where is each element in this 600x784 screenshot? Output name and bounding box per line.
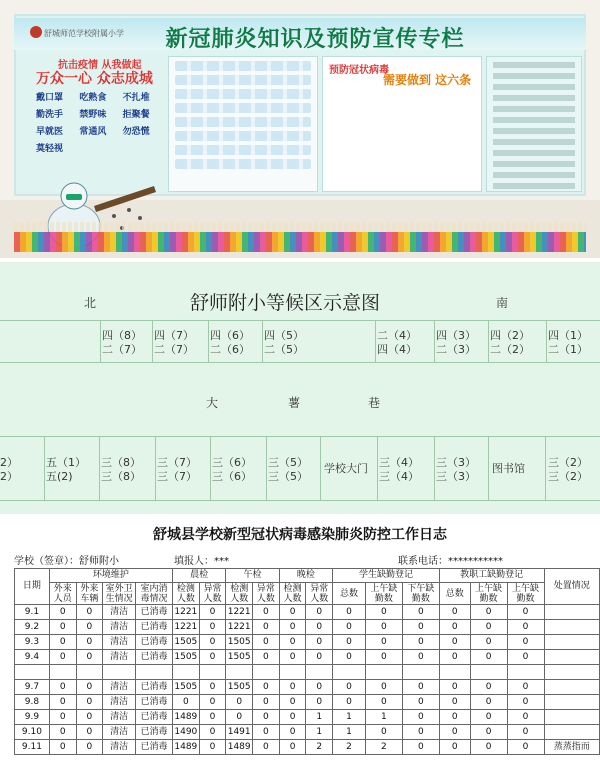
class-cell: 二（4） 四（4） (377, 329, 417, 356)
table-cell: 0 (49, 740, 76, 755)
table-cell: 0 (470, 680, 507, 695)
poster-photo (0, 0, 600, 258)
class-cell: 2） 2） (0, 456, 18, 483)
table-cell: 0 (439, 650, 470, 665)
table-cell: 0 (365, 635, 402, 650)
table-cell: 1221 (173, 620, 200, 635)
table-cell: 0 (226, 695, 253, 710)
table-cell: 0 (439, 605, 470, 620)
table-cell: 清洁 (103, 635, 136, 650)
table-cell (544, 665, 600, 680)
table-cell: 2 (365, 740, 402, 755)
subcol: 下午缺勤数 (402, 583, 439, 605)
table-cell: 0 (439, 740, 470, 755)
subcol: 异常人数 (199, 583, 226, 605)
table-cell: 0 (306, 650, 333, 665)
table-cell: 0 (470, 695, 507, 710)
subcol: 上午缺勤数 (507, 583, 544, 605)
school-gate-label: 学校大门 (324, 462, 368, 475)
table-cell: 1 (333, 725, 366, 740)
table-cell: 0 (333, 635, 366, 650)
street-char: 薯 (288, 396, 301, 410)
poster-prevention-panel (322, 56, 482, 192)
table-row (15, 665, 600, 680)
table-cell: 0 (306, 695, 333, 710)
table-cell: 已消毒 (136, 605, 173, 620)
table-cell (306, 665, 333, 680)
table-row (15, 650, 600, 665)
street-char: 巷 (368, 396, 381, 410)
table-cell: 1505 (173, 635, 200, 650)
subcol: 总数 (333, 583, 366, 605)
table-cell: 0 (470, 650, 507, 665)
table-cell: 0 (49, 620, 76, 635)
table-cell: 0 (279, 620, 306, 635)
poster-tips (36, 90, 166, 154)
table-row (15, 680, 600, 695)
table-cell: 0 (199, 695, 226, 710)
subcol: 外来人员 (49, 583, 76, 605)
table-cell: 9.9 (15, 710, 50, 725)
table-cell: 0 (333, 650, 366, 665)
table-cell: 清洁 (103, 695, 136, 710)
table-cell (544, 605, 600, 620)
table-cell: 0 (365, 680, 402, 695)
subcol: 上午缺勤数 (365, 583, 402, 605)
poster-tip: 早就医 (36, 127, 64, 137)
table-cell (544, 710, 600, 725)
log-subheader-row (15, 583, 600, 605)
table-cell: 0 (507, 740, 544, 755)
table-cell (402, 665, 439, 680)
table-cell: 0 (76, 680, 103, 695)
street-char: 大 (206, 396, 219, 410)
class-cell: 三（2） 三（2） (548, 456, 588, 483)
table-cell: 1 (333, 710, 366, 725)
table-cell: 0 (402, 710, 439, 725)
table-cell: 1489 (173, 710, 200, 725)
table-cell: 0 (365, 620, 402, 635)
table-cell: 1221 (226, 605, 253, 620)
table-cell (279, 665, 306, 680)
table-cell: 清洁 (103, 740, 136, 755)
table-cell: 1490 (173, 725, 200, 740)
table-cell: 1489 (173, 740, 200, 755)
table-cell: 2 (306, 740, 333, 755)
table-cell: 0 (199, 725, 226, 740)
pencil-border (14, 232, 586, 252)
subcol: 异常人数 (306, 583, 333, 605)
table-row (15, 635, 600, 650)
table-cell (136, 665, 173, 680)
table-cell: 0 (253, 725, 280, 740)
table-cell: 0 (439, 620, 470, 635)
table-cell: 0 (253, 680, 280, 695)
table-cell: 清洁 (103, 725, 136, 740)
table-cell: 0 (173, 695, 200, 710)
prevention-subtitle: 需要做到 这六条 (383, 73, 472, 87)
table-cell (544, 650, 600, 665)
poster-tip: 常通风 (79, 127, 107, 137)
class-cell: 三（5） 三（5） (268, 456, 308, 483)
table-cell: 0 (333, 605, 366, 620)
table-cell: 已消毒 (136, 710, 173, 725)
col-student: 学生缺勤登记 (333, 569, 440, 583)
poster-tip: 戴口罩 (36, 93, 64, 103)
table-cell (365, 665, 402, 680)
table-cell: 0 (507, 620, 544, 635)
table-cell: 2 (333, 740, 366, 755)
table-cell: 0 (199, 605, 226, 620)
table-cell: 已消毒 (136, 680, 173, 695)
log-title: 舒城县学校新型冠状病毒感染肺炎防控工作日志 (153, 527, 447, 543)
table-cell: 1489 (226, 740, 253, 755)
table-cell (333, 665, 366, 680)
school-logo-icon (30, 26, 42, 38)
table-cell (15, 665, 50, 680)
table-cell: 0 (199, 620, 226, 635)
subcol: 外来车辆 (76, 583, 103, 605)
library-label: 图书馆 (492, 462, 525, 475)
table-cell: 0 (470, 725, 507, 740)
table-cell: 已消毒 (136, 740, 173, 755)
table-cell: 0 (49, 710, 76, 725)
class-cell: 四（1） 二（1） (548, 329, 588, 356)
class-cell: 四（8） 二（7） (102, 329, 142, 356)
poster-tip: 莫轻视 (36, 144, 64, 154)
table-cell: 0 (507, 635, 544, 650)
poster-title: 新冠肺炎知识及预防宣传专栏 (165, 27, 465, 52)
subcol: 检测人数 (173, 583, 200, 605)
table-cell: 清洁 (103, 620, 136, 635)
class-cell: 四（3） 二（3） (436, 329, 476, 356)
class-cell: 四（2） 二（2） (490, 329, 530, 356)
table-cell: 0 (365, 605, 402, 620)
diagram-title: 舒师附小等候区示意图 (190, 292, 381, 314)
class-cell: 三（3） 三（3） (436, 456, 476, 483)
table-cell: 0 (279, 710, 306, 725)
col-date: 日期 (15, 569, 50, 605)
subcol: 异常人数 (253, 583, 280, 605)
table-cell: 0 (199, 710, 226, 725)
table-cell (226, 665, 253, 680)
table-cell: 0 (439, 680, 470, 695)
table-cell: 0 (199, 680, 226, 695)
table-cell: 1221 (226, 620, 253, 635)
table-cell: 0 (402, 725, 439, 740)
table-cell (49, 665, 76, 680)
table-cell: 0 (253, 635, 280, 650)
table-cell: 9.8 (15, 695, 50, 710)
table-cell: 0 (439, 710, 470, 725)
table-cell: 清洁 (103, 710, 136, 725)
class-cell: 三（8） 三（8） (101, 456, 141, 483)
table-cell: 1505 (226, 650, 253, 665)
table-cell (76, 665, 103, 680)
table-cell: 0 (402, 695, 439, 710)
table-cell: 0 (76, 635, 103, 650)
subcol: 检测人数 (279, 583, 306, 605)
class-cell: 四（7） 二（7） (154, 329, 194, 356)
table-cell: 0 (279, 605, 306, 620)
subcol: 检测人数 (226, 583, 253, 605)
table-cell: 0 (402, 620, 439, 635)
table-cell: 0 (199, 740, 226, 755)
table-cell: 0 (279, 635, 306, 650)
table-cell: 0 (253, 695, 280, 710)
log-header-row (15, 569, 600, 583)
table-cell: 已消毒 (136, 650, 173, 665)
class-cell: 三（4） 三（4） (379, 456, 419, 483)
table-cell: 0 (279, 650, 306, 665)
table-cell: 0 (333, 680, 366, 695)
table-cell: 0 (199, 650, 226, 665)
table-cell (507, 665, 544, 680)
table-cell: 1491 (226, 725, 253, 740)
class-cell: 四（5） 二（5） (264, 329, 304, 356)
table-cell: 0 (49, 725, 76, 740)
subcol: 室外卫生情况 (103, 583, 136, 605)
table-cell: 0 (253, 650, 280, 665)
table-cell: 0 (470, 635, 507, 650)
table-cell (199, 665, 226, 680)
table-cell: 0 (253, 740, 280, 755)
table-cell: 0 (306, 635, 333, 650)
table-cell: 0 (253, 620, 280, 635)
table-cell (470, 665, 507, 680)
table-cell: 0 (49, 605, 76, 620)
table-cell: 1 (306, 725, 333, 740)
table-cell: 清洁 (103, 650, 136, 665)
subcol: 总数 (439, 583, 470, 605)
poster-tip: 勿恐慌 (122, 127, 150, 137)
table-cell: 已消毒 (136, 635, 173, 650)
table-cell: 0 (402, 680, 439, 695)
table-cell (253, 665, 280, 680)
table-cell: 0 (402, 650, 439, 665)
col-morning: 晨检 (173, 569, 226, 583)
poster-tip: 禁野味 (79, 110, 107, 120)
col-noon: 午检 (226, 569, 279, 583)
table-cell: 9.11 (15, 740, 50, 755)
poster-slogan-1: 抗击疫情 从我做起 (58, 60, 142, 71)
prevention-log (0, 518, 600, 784)
table-cell: 9.4 (15, 650, 50, 665)
table-cell: 0 (279, 740, 306, 755)
table-cell: 0 (439, 635, 470, 650)
table-cell: 9.3 (15, 635, 50, 650)
poster-tip: 勤洗手 (36, 110, 64, 120)
table-cell: 0 (365, 725, 402, 740)
table-cell: 1221 (173, 605, 200, 620)
table-row (15, 620, 600, 635)
table-cell: 0 (306, 620, 333, 635)
table-cell: 0 (507, 605, 544, 620)
table-cell: 0 (333, 620, 366, 635)
poster-middle-panel (168, 56, 318, 192)
table-cell: 0 (470, 710, 507, 725)
table-cell: 0 (76, 620, 103, 635)
table-cell: 0 (49, 695, 76, 710)
poster-school-name: 舒城师范学校附属小学 (44, 29, 124, 38)
subcol: 上午缺勤数 (470, 583, 507, 605)
table-cell: 0 (439, 725, 470, 740)
table-cell: 1505 (173, 680, 200, 695)
prevention-title: 预防冠状病毒 (329, 65, 389, 76)
subcol: 室内消毒情况 (136, 583, 173, 605)
table-cell: 0 (253, 710, 280, 725)
col-env: 环境维护 (49, 569, 172, 583)
table-cell (544, 620, 600, 635)
table-cell: 0 (49, 635, 76, 650)
poster-tip: 吃熟食 (79, 93, 107, 103)
table-cell: 清洁 (103, 605, 136, 620)
table-cell: 0 (49, 680, 76, 695)
table-row (15, 710, 600, 725)
class-cell: 三（7） 三（7） (157, 456, 197, 483)
table-cell: 0 (333, 695, 366, 710)
table-cell: 已消毒 (136, 620, 173, 635)
poster-tip: 拒聚餐 (122, 110, 150, 120)
table-cell: 0 (279, 680, 306, 695)
log-filler: 填报人：*** (174, 556, 229, 567)
table-cell: 0 (507, 725, 544, 740)
table-cell: 0 (226, 710, 253, 725)
table-cell: 0 (402, 605, 439, 620)
table-cell: 0 (279, 695, 306, 710)
class-cell: 四（6） 二（6） (210, 329, 250, 356)
col-staff: 教职工缺勤登记 (439, 569, 544, 583)
table-cell: 9.10 (15, 725, 50, 740)
north-label: 北 (84, 296, 97, 310)
table-cell: 9.7 (15, 680, 50, 695)
table-cell (544, 635, 600, 650)
table-row (15, 605, 600, 620)
col-handling: 处置情况 (544, 569, 600, 605)
table-cell: 0 (365, 695, 402, 710)
table-cell: 1505 (173, 650, 200, 665)
table-cell: 0 (507, 695, 544, 710)
table-cell: 9.2 (15, 620, 50, 635)
log-school: 学校（签章）：舒师附小 (14, 556, 119, 567)
table-cell: 0 (402, 740, 439, 755)
waiting-area-diagram (0, 262, 600, 514)
table-cell: 9.1 (15, 605, 50, 620)
table-cell: 0 (76, 650, 103, 665)
table-cell: 0 (76, 695, 103, 710)
table-cell: 1 (365, 710, 402, 725)
table-cell: 0 (76, 710, 103, 725)
table-cell: 0 (507, 650, 544, 665)
table-cell: 0 (507, 710, 544, 725)
table-cell: 0 (253, 605, 280, 620)
table-cell: 0 (470, 620, 507, 635)
table-cell: 蒸蒸指而 (544, 740, 600, 755)
class-cell: 五（1） 五(2) (46, 456, 86, 483)
poster-right-panel (486, 56, 582, 192)
log-body (15, 605, 600, 755)
table-cell: 1505 (226, 680, 253, 695)
table-cell: 清洁 (103, 680, 136, 695)
table-cell: 0 (76, 725, 103, 740)
table-cell (173, 665, 200, 680)
table-cell: 0 (76, 605, 103, 620)
poster-tip: 不扎堆 (122, 93, 150, 103)
table-cell: 0 (402, 635, 439, 650)
south-label: 南 (496, 296, 509, 310)
class-cell: 三（6） 三（6） (212, 456, 252, 483)
table-cell: 0 (439, 695, 470, 710)
table-cell: 0 (306, 605, 333, 620)
poster-left-panel (22, 56, 162, 192)
table-cell: 0 (365, 650, 402, 665)
table-cell: 0 (470, 740, 507, 755)
table-cell: 0 (279, 725, 306, 740)
table-cell: 0 (306, 680, 333, 695)
table-row (15, 695, 600, 710)
poster-slogan-2: 万众一心 众志成城 (36, 71, 153, 87)
table-cell: 已消毒 (136, 725, 173, 740)
table-cell: 0 (507, 680, 544, 695)
log-table (14, 568, 600, 755)
table-cell (544, 680, 600, 695)
table-cell: 0 (199, 635, 226, 650)
table-cell: 0 (76, 740, 103, 755)
table-cell (544, 725, 600, 740)
table-cell (544, 695, 600, 710)
table-cell: 0 (49, 650, 76, 665)
table-cell: 已消毒 (136, 695, 173, 710)
log-phone: 联系电话：*********** (398, 556, 503, 567)
table-cell (103, 665, 136, 680)
table-cell (439, 665, 470, 680)
table-cell: 0 (470, 605, 507, 620)
table-row (15, 740, 600, 755)
table-row (15, 725, 600, 740)
table-cell: 1505 (226, 635, 253, 650)
col-evening: 晚检 (279, 569, 332, 583)
table-cell: 1 (306, 710, 333, 725)
